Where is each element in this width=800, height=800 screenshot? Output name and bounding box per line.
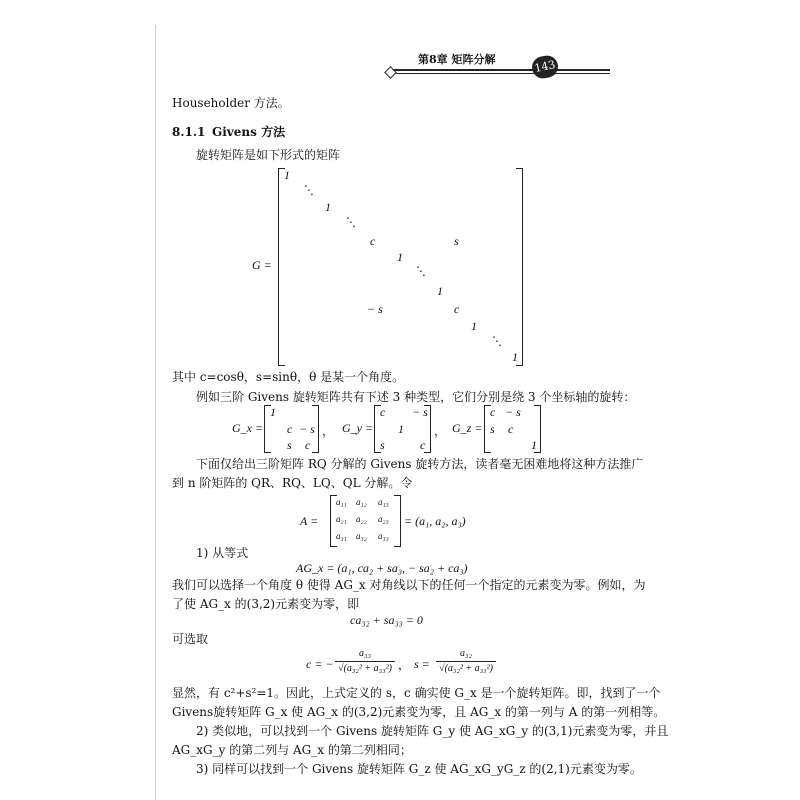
chapter-header: 第8章 矩阵分解 [418, 53, 496, 66]
a-entry: a₂₂ [356, 514, 367, 524]
page-number-badge: 143 [530, 54, 560, 81]
gz-entry: c [490, 405, 496, 419]
gx-label: G_x = [232, 421, 264, 435]
gz-entry: s [490, 422, 495, 436]
matrix-entry: 1 [325, 200, 331, 214]
gy-entry: − s [412, 405, 428, 419]
book-page [155, 25, 616, 800]
gy-label: G_y = [342, 421, 374, 435]
matrix-right-bracket [516, 168, 523, 366]
text-line-15: 3) 同样可以找到一个 Givens 旋转矩阵 G_z 使 AG_xG_yG_z 的(2,1)元素变为零。 [196, 762, 642, 776]
text-line-12: Givens旋转矩阵 G_x 使 AG_x 的(3,2)元素变为零，且 AG_x 的第一列与 A 的第一列相等。 [172, 705, 666, 719]
comma: ， [434, 424, 447, 438]
gx-entry: c [305, 438, 311, 452]
matrix-entry: 1 [284, 168, 290, 182]
text-line-13: 2) 类似地，可以找到一个 Givens 旋转矩阵 G_y 使 AG_xG_y 的(3,1)元素变为零，并且 [196, 724, 669, 738]
text-line-4: 例如三阶 Givens 旋转矩阵共有下述 3 种类型，它们分别是绕 3 个坐标轴的旋转： [196, 390, 636, 404]
s-denominator: √(a₃₂² + a₃₃²) [439, 663, 493, 674]
matrix-left-bracket [278, 168, 285, 366]
matrix-entry: 1 [437, 284, 443, 298]
a-entry: a₂₃ [378, 514, 389, 524]
gz-entry: 1 [531, 438, 537, 452]
equation-zero: ca₃₂ + sa₃₃ = 0 [350, 613, 423, 627]
matrix-entry-neg-s: − s [367, 302, 383, 316]
matrix-entry: 1 [397, 250, 403, 264]
matrix-entry: 1 [471, 319, 477, 333]
c-lhs: c = − [306, 657, 334, 671]
c-fraction [335, 648, 395, 675]
text-line-9: 了使 AG_x 的(3,2)元素变为零，即 [172, 597, 360, 611]
s-lhs: s = [414, 657, 430, 671]
matrix-dots: ⋱ [302, 183, 314, 197]
text-line-3: 其中 c=cosθ，s=sinθ，θ 是某一个角度。 [172, 370, 405, 384]
gz-label: G_z = [452, 421, 483, 435]
equation-agx: AG_x = (a₁, ca₂ + sa₃, − sa₂ + ca₃) [296, 561, 468, 575]
gx-entry: 1 [270, 405, 276, 419]
matrix-dots: ⋱ [344, 215, 356, 229]
text-line-11: 显然，有 c²+s²=1。因此，上式定义的 s，c 确实使 G_x 是一个旋转矩阵。即，找到了一个 [172, 686, 661, 700]
header-rule [392, 69, 610, 71]
a-entry: a₂₁ [336, 514, 347, 524]
matrix-entry-s: s [454, 234, 459, 248]
c-denominator: √(a₃₂² + a₃₃²) [338, 663, 392, 674]
text-line-2: 旋转矩阵是如下形式的矩阵 [196, 148, 341, 162]
s-numerator: a₃₂ [460, 648, 472, 659]
a-entry: a₃₃ [378, 531, 389, 541]
comma: ， [322, 424, 335, 438]
matrix-dots: ⋱ [490, 334, 502, 348]
a-entry: a₃₁ [336, 531, 347, 541]
matrix-dots: ⋱ [414, 264, 426, 278]
a-entry: a₁₂ [356, 497, 367, 507]
gx-entry: − s [299, 422, 315, 436]
s-fraction [436, 648, 496, 675]
text-line-6: 到 n 阶矩阵的 QR、RQ、LQ、QL 分解。令 [172, 476, 413, 490]
text-line-1: Householder 方法。 [172, 96, 290, 110]
text-line-10: 可选取 [172, 632, 209, 646]
c-numerator: a₃₃ [359, 648, 371, 659]
text-line-8: 我们可以选择一个角度 θ 使得 AG_x 对角线以下的任何一个指定的元素变为零。例如，为 [172, 578, 646, 592]
gy-entry: 1 [398, 422, 404, 436]
a-columns: = (a₁, a₂, a₃) [404, 514, 466, 528]
text-line-14: AG_xG_y 的第二列与 AG_x 的第二列相同； [172, 743, 412, 757]
matrix-g-label: G = [252, 258, 272, 272]
section-title: Givens 方法 [212, 125, 286, 139]
gy-entry: c [380, 405, 386, 419]
matrix-entry: 1 [512, 350, 518, 364]
separator: ， [398, 658, 411, 672]
gx-entry: s [287, 438, 292, 452]
text-line-5: 下面仅给出三阶矩阵 RQ 分解的 Givens 旋转方法，读者毫无困难地将这种方法推广 [196, 457, 644, 471]
a-entry: a₁₁ [336, 497, 347, 507]
a-label: A = [300, 514, 319, 528]
gz-entry: − s [505, 405, 521, 419]
matrix-entry-c: c [454, 302, 460, 316]
text-line-7: 1) 从等式 [196, 546, 249, 560]
header-rule-thin [392, 73, 610, 74]
gy-entry: c [420, 438, 426, 452]
a-entry: a₃₂ [356, 531, 367, 541]
gy-entry: s [380, 438, 385, 452]
a-entry: a₁₃ [378, 497, 389, 507]
section-number: 8.1.1 [172, 125, 206, 139]
gz-entry: c [508, 422, 514, 436]
matrix-entry-c: c [370, 234, 376, 248]
a-right-bracket [394, 495, 401, 547]
gx-entry: c [287, 422, 293, 436]
